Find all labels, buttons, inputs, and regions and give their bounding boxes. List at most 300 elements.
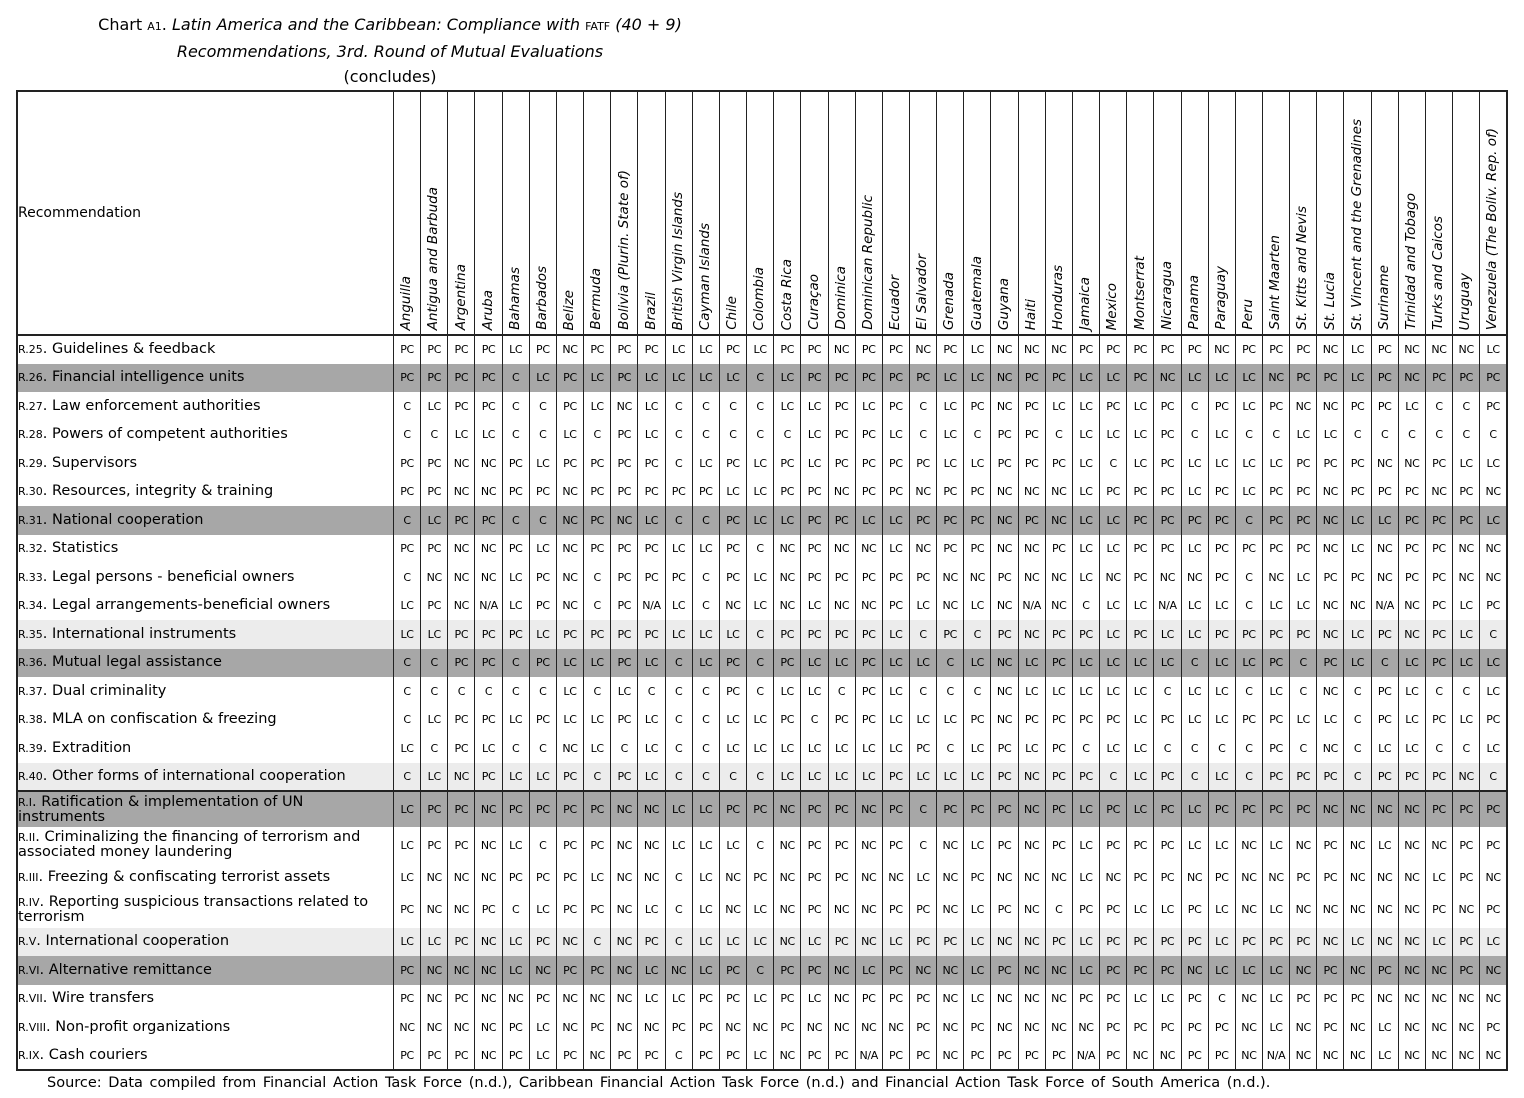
compliance-cell: NC [855,791,882,827]
compliance-cell: C [665,928,692,957]
compliance-cell: PC [1480,892,1507,928]
compliance-cell: PC [529,335,556,364]
compliance-cell: PC [801,892,828,928]
compliance-cell: LC [747,506,774,535]
compliance-cell: PC [964,506,991,535]
compliance-cell: PC [611,763,638,792]
compliance-cell: PC [1290,928,1317,957]
compliance-cell: LC [1317,706,1344,735]
compliance-cell: PC [1181,1042,1208,1071]
recommendation-code: R.III [18,870,39,884]
source-note: Source: Data compiled from Financial Action Task Force (n.d.), Caribbean Financial Action Task Force (n.d.) and Financial Action Task Force of South America (n.d.). [47,1075,1271,1091]
compliance-cell: PC [991,734,1018,763]
compliance-cell: NC [991,649,1018,678]
compliance-cell: PC [1072,985,1099,1014]
compliance-cell: NC [1398,1013,1425,1042]
compliance-cell: LC [1100,535,1127,564]
compliance-cell: NC [556,563,583,592]
table-row [17,449,1507,478]
compliance-cell: LC [1480,677,1507,706]
compliance-cell: C [747,827,774,863]
compliance-cell: PC [1290,449,1317,478]
recommendation-label: R.25. Guidelines & feedback [17,335,394,364]
compliance-cell: C [1154,734,1181,763]
compliance-cell: PC [448,827,475,863]
compliance-cell: LC [1480,335,1507,364]
compliance-cell: LC [638,364,665,393]
compliance-cell: LC [855,763,882,792]
compliance-cell: LC [1290,592,1317,621]
recommendation-text: Other forms of international cooperation [51,767,346,784]
compliance-cell: NC [421,1013,448,1042]
compliance-cell: PC [801,791,828,827]
compliance-cell: N/A [1263,1042,1290,1071]
compliance-cell: PC [475,649,502,678]
compliance-cell: LC [692,928,719,957]
compliance-cell: PC [991,956,1018,985]
compliance-cell: LC [747,478,774,507]
compliance-cell: NC [1100,863,1127,892]
compliance-cell: NC [1235,985,1262,1014]
compliance-cell: PC [1480,592,1507,621]
compliance-cell: PC [909,892,936,928]
compliance-cell: NC [828,956,855,985]
compliance-cell: PC [448,649,475,678]
compliance-cell: C [665,763,692,792]
compliance-cell: NC [1235,827,1262,863]
compliance-cell: NC [1181,863,1208,892]
compliance-cell: LC [529,763,556,792]
header-row [17,91,1507,335]
compliance-cell: NC [421,892,448,928]
compliance-cell: LC [692,335,719,364]
compliance-cell: PC [584,478,611,507]
country-label: Peru [1240,299,1257,330]
compliance-cell: C [747,620,774,649]
compliance-cell: PC [556,392,583,421]
column-header-country [1208,91,1235,335]
compliance-cell: LC [665,791,692,827]
compliance-cell: PC [529,985,556,1014]
compliance-cell: PC [556,620,583,649]
compliance-cell: PC [1018,392,1045,421]
compliance-cell: PC [1398,506,1425,535]
compliance-cell: N/A [1154,592,1181,621]
compliance-cell: LC [692,449,719,478]
compliance-cell: PC [1208,620,1235,649]
compliance-cell: C [394,649,421,678]
compliance-cell: NC [1045,985,1072,1014]
compliance-cell: PC [692,1013,719,1042]
country-label: Bahamas [506,267,523,330]
compliance-cell: PC [1425,364,1452,393]
compliance-cell: LC [774,364,801,393]
compliance-cell: NC [1480,956,1507,985]
compliance-cell: NC [1344,827,1371,863]
compliance-cell: NC [1235,1013,1262,1042]
compliance-cell: PC [1100,985,1127,1014]
compliance-cell: LC [774,677,801,706]
country-label: British Virgin Islands [669,191,686,330]
compliance-cell: LC [828,763,855,792]
compliance-cell: PC [1018,364,1045,393]
compliance-cell: PC [719,335,746,364]
compliance-cell: C [1453,421,1480,450]
compliance-cell: NC [502,985,529,1014]
compliance-cell: PC [1208,535,1235,564]
compliance-cell: PC [421,1042,448,1071]
compliance-cell: PC [1317,649,1344,678]
compliance-cell: LC [556,649,583,678]
compliance-cell: PC [1208,506,1235,535]
table-row [17,1042,1507,1071]
compliance-cell: LC [638,421,665,450]
column-header-country [1453,91,1480,335]
column-header-country [638,91,665,335]
compliance-cell: PC [1045,827,1072,863]
compliance-cell: PC [1371,478,1398,507]
compliance-cell: NC [774,863,801,892]
table-row [17,592,1507,621]
compliance-cell: C [1072,592,1099,621]
compliance-cell: C [1425,392,1452,421]
country-label: Bolivia (Plurin. State of) [615,170,632,330]
compliance-cell: PC [1398,478,1425,507]
compliance-cell: C [774,421,801,450]
compliance-cell: C [502,734,529,763]
compliance-cell: LC [394,863,421,892]
compliance-cell: C [665,863,692,892]
compliance-cell: NC [1344,956,1371,985]
compliance-cell: PC [1072,620,1099,649]
compliance-cell: NC [665,956,692,985]
compliance-cell: PC [1154,421,1181,450]
compliance-cell: LC [1235,649,1262,678]
compliance-cell: PC [529,863,556,892]
compliance-cell: LC [1018,649,1045,678]
compliance-cell: PC [855,421,882,450]
recommendation-text: Legal arrangements-beneficial owners [51,597,331,614]
recommendation-text: International instruments [51,625,237,642]
compliance-cell: PC [1453,478,1480,507]
compliance-cell: C [1100,449,1127,478]
compliance-cell: C [584,421,611,450]
compliance-cell: PC [1045,449,1072,478]
compliance-cell: PC [1127,620,1154,649]
compliance-cell: NC [1425,1042,1452,1071]
compliance-cell: NC [1317,734,1344,763]
compliance-cell: LC [1072,649,1099,678]
compliance-cell: LC [502,956,529,985]
compliance-cell: LC [774,734,801,763]
compliance-cell: PC [1263,535,1290,564]
compliance-cell: LC [1181,449,1208,478]
compliance-cell: LC [964,827,991,863]
compliance-cell: LC [1100,592,1127,621]
compliance-cell: NC [1018,478,1045,507]
compliance-cell: LC [421,506,448,535]
compliance-cell: PC [1317,563,1344,592]
compliance-cell: PC [1317,1013,1344,1042]
compliance-cell: NC [991,863,1018,892]
compliance-cell: LC [556,677,583,706]
compliance-cell: LC [882,734,909,763]
column-header-country [828,91,855,335]
compliance-cell: NC [937,827,964,863]
compliance-cell: PC [584,620,611,649]
compliance-cell: PC [1290,791,1317,827]
table-row [17,706,1507,735]
column-header-country [747,91,774,335]
compliance-cell: LC [747,985,774,1014]
compliance-cell: LC [964,364,991,393]
compliance-cell: PC [448,734,475,763]
compliance-cell: PC [991,791,1018,827]
compliance-cell: PC [638,620,665,649]
compliance-cell: NC [556,535,583,564]
compliance-cell: LC [855,956,882,985]
compliance-cell: NC [1317,928,1344,957]
compliance-cell: LC [1344,649,1371,678]
compliance-cell: NC [1453,535,1480,564]
compliance-cell: NC [991,706,1018,735]
compliance-cell: NC [529,956,556,985]
compliance-cell: C [1425,677,1452,706]
column-header-country [1127,91,1154,335]
column-header-country [448,91,475,335]
compliance-cell: C [665,506,692,535]
compliance-cell: LC [692,535,719,564]
compliance-cell: NC [909,478,936,507]
compliance-cell: LC [882,421,909,450]
compliance-cell: LC [1208,827,1235,863]
compliance-cell: PC [855,620,882,649]
compliance-cell: PC [1263,335,1290,364]
recommendation-label: R.VI. Alternative remittance [17,956,394,985]
compliance-cell: C [502,677,529,706]
compliance-cell: LC [692,364,719,393]
column-header-country [1371,91,1398,335]
compliance-cell: NC [1398,892,1425,928]
country-label: Saint Maarten [1267,235,1284,330]
compliance-cell: NC [1181,956,1208,985]
compliance-cell: NC [1018,827,1045,863]
column-header-country [1018,91,1045,335]
compliance-cell: PC [1480,706,1507,735]
compliance-cell: PC [1045,763,1072,792]
compliance-cell: PC [937,506,964,535]
compliance-cell: LC [1480,928,1507,957]
compliance-cell: C [665,677,692,706]
compliance-cell: LC [1072,506,1099,535]
compliance-cell: LC [964,592,991,621]
compliance-cell: PC [855,677,882,706]
compliance-cell: LC [774,506,801,535]
title-italic-2: (40 + 9) [610,15,682,34]
compliance-cell: LC [529,892,556,928]
compliance-cell: NC [448,563,475,592]
compliance-cell: PC [1127,335,1154,364]
compliance-cell: PC [964,863,991,892]
compliance-cell: PC [1453,827,1480,863]
compliance-cell: PC [1181,506,1208,535]
compliance-cell: NC [1344,892,1371,928]
title-code: A1 [147,20,162,33]
compliance-cell: PC [719,677,746,706]
compliance-cell: LC [1235,364,1262,393]
recommendation-code: R.VIII [18,1020,47,1034]
compliance-cell: NC [1371,449,1398,478]
compliance-cell: C [1290,734,1317,763]
compliance-cell: PC [1371,364,1398,393]
compliance-cell: LC [665,985,692,1014]
compliance-cell: NC [584,985,611,1014]
compliance-cell: NC [394,1013,421,1042]
compliance-cell: LC [1208,592,1235,621]
compliance-cell: PC [475,706,502,735]
compliance-cell: PC [719,506,746,535]
compliance-cell: PC [855,478,882,507]
compliance-cell: PC [882,985,909,1014]
compliance-cell: LC [1072,449,1099,478]
recommendation-label: R.30. Resources, integrity & training [17,478,394,507]
compliance-cell: NC [1317,892,1344,928]
compliance-cell: LC [1100,506,1127,535]
compliance-cell: LC [1181,791,1208,827]
compliance-cell: PC [828,449,855,478]
compliance-cell: C [1398,421,1425,450]
compliance-cell: LC [1425,863,1452,892]
compliance-cell: PC [394,335,421,364]
compliance-cell: PC [828,791,855,827]
compliance-cell: LC [1344,506,1371,535]
compliance-cell: PC [475,763,502,792]
compliance-cell: PC [1290,506,1317,535]
country-label: St. Kitts and Nevis [1294,206,1311,330]
compliance-cell: LC [964,649,991,678]
compliance-cell: PC [1208,1013,1235,1042]
compliance-cell: LC [1045,677,1072,706]
compliance-cell: LC [1344,620,1371,649]
compliance-cell: PC [1290,535,1317,564]
compliance-cell: PC [1100,827,1127,863]
compliance-cell: PC [1425,620,1452,649]
country-label: Panama [1185,275,1202,330]
compliance-cell: NC [1018,928,1045,957]
compliance-cell: NC [855,535,882,564]
compliance-cell: LC [801,928,828,957]
title-line-2: Recommendations, 3rd. Round of Mutual Evaluations [176,42,604,61]
compliance-cell: PC [774,985,801,1014]
compliance-cell: C [692,677,719,706]
compliance-cell: NC [1371,985,1398,1014]
compliance-cell: PC [1398,535,1425,564]
compliance-cell: NC [1425,335,1452,364]
compliance-cell: NC [1235,863,1262,892]
compliance-cell: PC [1480,392,1507,421]
compliance-cell: LC [1181,592,1208,621]
compliance-cell: LC [1100,734,1127,763]
compliance-cell: C [964,421,991,450]
recommendation-text: Statistics [51,540,119,557]
compliance-cell: PC [611,478,638,507]
compliance-cell: LC [1127,734,1154,763]
compliance-cell: PC [1018,421,1045,450]
compliance-cell: C [964,620,991,649]
compliance-cell: LC [665,620,692,649]
compliance-cell: C [665,392,692,421]
compliance-cell: C [1453,677,1480,706]
compliance-cell: LC [448,421,475,450]
compliance-cell: PC [991,449,1018,478]
compliance-cell: PC [448,392,475,421]
compliance-cell: NC [556,928,583,957]
compliance-cell: LC [692,620,719,649]
compliance-cell: PC [1425,506,1452,535]
compliance-cell: PC [448,620,475,649]
compliance-cell: LC [719,620,746,649]
recommendation-code: R.II [18,831,36,844]
compliance-cell: LC [1208,956,1235,985]
compliance-cell: NC [475,928,502,957]
recommendation-code: R.I [18,795,32,809]
compliance-cell: LC [1398,649,1425,678]
compliance-cell: PC [1208,478,1235,507]
compliance-cell: LC [584,392,611,421]
compliance-cell: PC [1371,956,1398,985]
compliance-cell: LC [719,734,746,763]
compliance-cell: NC [475,535,502,564]
column-header-country [584,91,611,335]
compliance-cell: PC [1045,791,1072,827]
compliance-cell: LC [421,392,448,421]
compliance-cell: PC [556,763,583,792]
compliance-cell: LC [828,649,855,678]
compliance-cell: PC [1100,706,1127,735]
compliance-cell: PC [1290,620,1317,649]
compliance-cell: NC [774,791,801,827]
compliance-cell: PC [1018,1042,1045,1071]
compliance-cell: PC [882,335,909,364]
compliance-cell: LC [638,734,665,763]
compliance-cell: C [1181,763,1208,792]
compliance-cell: PC [1154,1013,1181,1042]
compliance-cell: LC [909,863,936,892]
table-body [17,335,1507,1070]
compliance-cell: LC [692,863,719,892]
compliance-cell: PC [801,1042,828,1071]
compliance-cell: NC [855,1013,882,1042]
compliance-cell: PC [611,335,638,364]
column-header-country [1398,91,1425,335]
compliance-cell: PC [1235,620,1262,649]
recommendation-text: Freezing & confiscating terrorist assets [47,868,331,885]
compliance-cell: PC [1290,335,1317,364]
compliance-cell: C [584,677,611,706]
compliance-cell: PC [556,892,583,928]
compliance-cell: PC [1100,791,1127,827]
compliance-cell: LC [937,449,964,478]
compliance-cell: NC [475,791,502,827]
compliance-cell: C [394,677,421,706]
compliance-cell: PC [556,827,583,863]
compliance-cell: NC [774,535,801,564]
compliance-cell: NC [1290,827,1317,863]
compliance-cell: C [611,734,638,763]
compliance-cell: PC [991,827,1018,863]
compliance-cell: LC [692,791,719,827]
compliance-cell: PC [665,1013,692,1042]
